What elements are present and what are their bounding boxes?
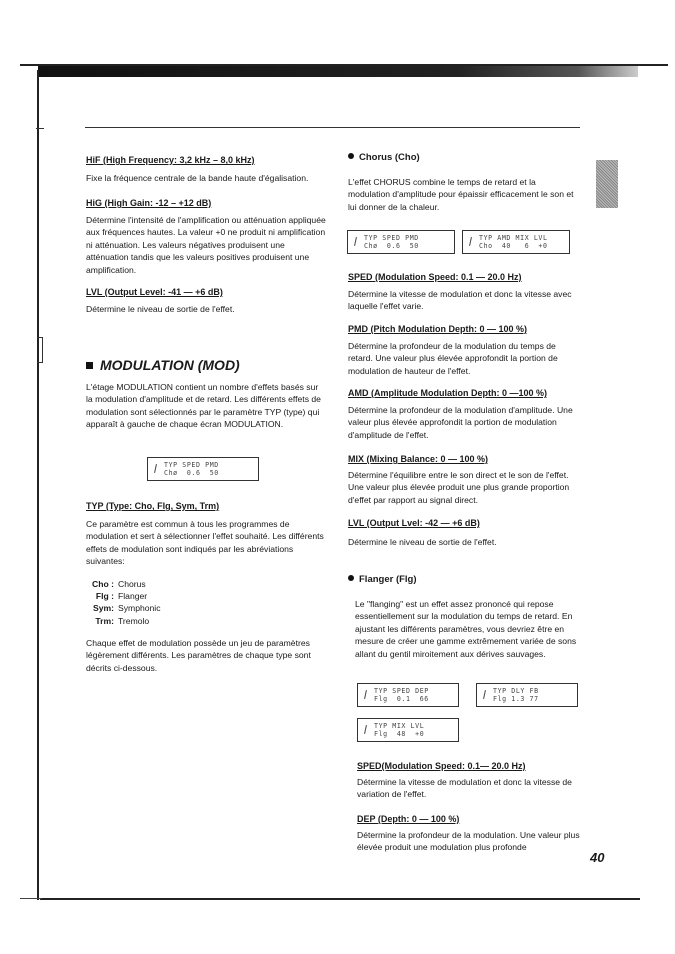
square-bullet-icon <box>86 362 93 369</box>
right-gray-tab <box>596 160 618 208</box>
amd-text: Détermine la profondeur de la modulation d'amplitude. Une valeur plus élevée approfondit la portion de modulation d'amplitude de l'effet. <box>348 405 573 440</box>
hif-text: Fixe la fréquence centrale de la bande haute d'égalisation. <box>86 173 309 183</box>
hif-heading: HiF (High Frequency: 3,2 kHz – 8,0 kHz) <box>86 155 255 165</box>
header-rule <box>85 127 580 128</box>
lvl-text-left: Détermine le niveau de sortie de l'effet. <box>86 304 235 314</box>
lcd-cursor-icon <box>483 690 486 699</box>
lvl-text-right: Détermine le niveau de sortie de l'effet. <box>348 537 497 547</box>
page-number: 40 <box>590 850 605 865</box>
lcd-cursor-icon <box>354 237 357 246</box>
dep-text: Détermine la profondeur de la modulation. Une valeur plus élevée produit une modulation plus profonde <box>357 830 580 853</box>
mix-heading: MIX (Mixing Balance: 0 — 100 %) <box>348 454 489 464</box>
abbr-cho: Cho : Chorus <box>92 579 146 589</box>
typ-heading: TYP (Type: Cho, Flg, Sym, Trm) <box>86 501 220 511</box>
bottom-rule <box>40 898 640 900</box>
lcd-display-mod <box>147 457 259 481</box>
sped-text: Détermine la vitesse de modulation et donc la vitesse avec laquelle l'effet varie. <box>348 289 572 312</box>
lcd-display-chorus-1: TYP SPED PMD Chø 0.6 50 <box>347 230 455 254</box>
top-dark-band <box>38 66 638 77</box>
bottom-left-frame <box>20 898 42 899</box>
flanger-text: Le "flanging" est un effet assez prononcé qui repose essentiellement sur la modulation du temps de retard. En ajustant les différents paramètres, vous devriez être en mesure de créer une gamme extrêmement variée de sons allant du gentil miroitement aux dérives sauvages. <box>355 599 577 659</box>
lcd-display-flanger-3: TYP MIX LVL Flg 48 +0 <box>357 718 459 742</box>
lcd-line-2: Chø 0.6 50 <box>164 469 219 477</box>
dep-heading: DEP (Depth: 0 — 100 %) <box>357 814 460 824</box>
modulation-title-text: MODULATION (MOD) <box>100 357 240 373</box>
abbreviation-list <box>86 578 161 627</box>
chorus-text: L'effet CHORUS combine le temps de retard et la modulation d'amplitude pour épaissir efficacement le son et lui donner de la chaleur. <box>348 177 574 212</box>
abbr-flg: Flg : Flanger <box>95 591 148 602</box>
bullet-icon <box>348 153 354 159</box>
left-page-edge <box>37 70 39 900</box>
abbr-sym: Sym: Symphonic <box>92 603 161 614</box>
lvl-heading-left: LVL (Output Level: -41 — +6 dB) <box>86 287 223 297</box>
left-margin-mark <box>36 128 44 129</box>
lcd-display-flanger-2: TYP DLY FB Flg 1.3 77 <box>476 683 578 707</box>
sped2-heading: SPED(Modulation Speed: 0.1— 20.0 Hz) <box>357 761 526 771</box>
sped2-text: Détermine la vitesse de modulation et donc la vitesse de variation de l'effet. <box>357 777 572 800</box>
typ-text: Ce paramètre est commun à tous les programmes de modulation et sert à sélectionner l'effet souhaité. Les différents effets de modulation sont indiqués par les abréviations suivantes: <box>86 519 324 567</box>
lcd-display-chorus-2: TYP AMD MIX LVL Cho 40 6 +0 <box>462 230 570 254</box>
lcd-cursor-icon <box>469 237 472 246</box>
chorus-heading: Chorus (Cho) <box>348 152 420 163</box>
pmd-text: Détermine la profondeur de la modulation du temps de retard. Une valeur plus élevée approfondit la portion de modulation de hauteur de l'effet. <box>348 341 558 376</box>
modulation-intro: L'étage MODULATION contient un nombre d'effets basés sur la modulation d'amplitude et de retard. Les différents effets de modulation sont sélectionnés par le paramètre TYP (type) qui apparaît à gauche de chaque écran MODULATION. <box>86 382 321 430</box>
left-margin-bracket <box>37 337 43 363</box>
sped-heading: SPED (Modulation Speed: 0.1 — 20.0 Hz) <box>348 272 522 282</box>
typ-closing: Chaque effet de modulation possède un jeu de paramètres légèrement différents. Les paramètres de chaque type sont décrits ci-dessous. <box>86 638 311 673</box>
bullet-icon <box>348 575 354 581</box>
lvl-heading-right: LVL (Output Lvel: -42 — +6 dB) <box>348 518 480 528</box>
abbr-trm: Trm: Tremolo <box>95 615 150 626</box>
mix-text: Détermine l'équilibre entre le son direct et le son de l'effet. Une valeur plus élevée produit une plus grande proportion d'effet par rapport au signal direct. <box>348 470 570 505</box>
lcd-cursor-icon <box>364 725 367 734</box>
amd-heading: AMD (Amplitude Modulation Depth: 0 —100 %) <box>348 388 547 398</box>
lcd-cursor-icon <box>364 690 367 699</box>
modulation-title <box>86 357 240 375</box>
hig-heading: HiG (High Gain: -12 – +12 dB) <box>86 198 212 208</box>
lcd-cursor-icon <box>154 464 157 473</box>
lcd-display-flanger-1: TYP SPED DEP Flg 0.1 66 <box>357 683 459 707</box>
hig-text: Détermine l'intensité de l'amplification ou atténuation appliquée aux fréquences hautes. La valeur +0 ne produit ni amplification ni atténuation. Les valeurs négatives produisent une atténuation tandis que les valeurs positives produisent une amplification. <box>86 215 326 275</box>
flanger-heading: Flanger (Flg) <box>348 574 417 585</box>
pmd-heading: PMD (Pitch Modulation Depth: 0 — 100 %) <box>348 324 528 334</box>
lcd-line-1: TYP SPED PMD <box>164 461 219 469</box>
